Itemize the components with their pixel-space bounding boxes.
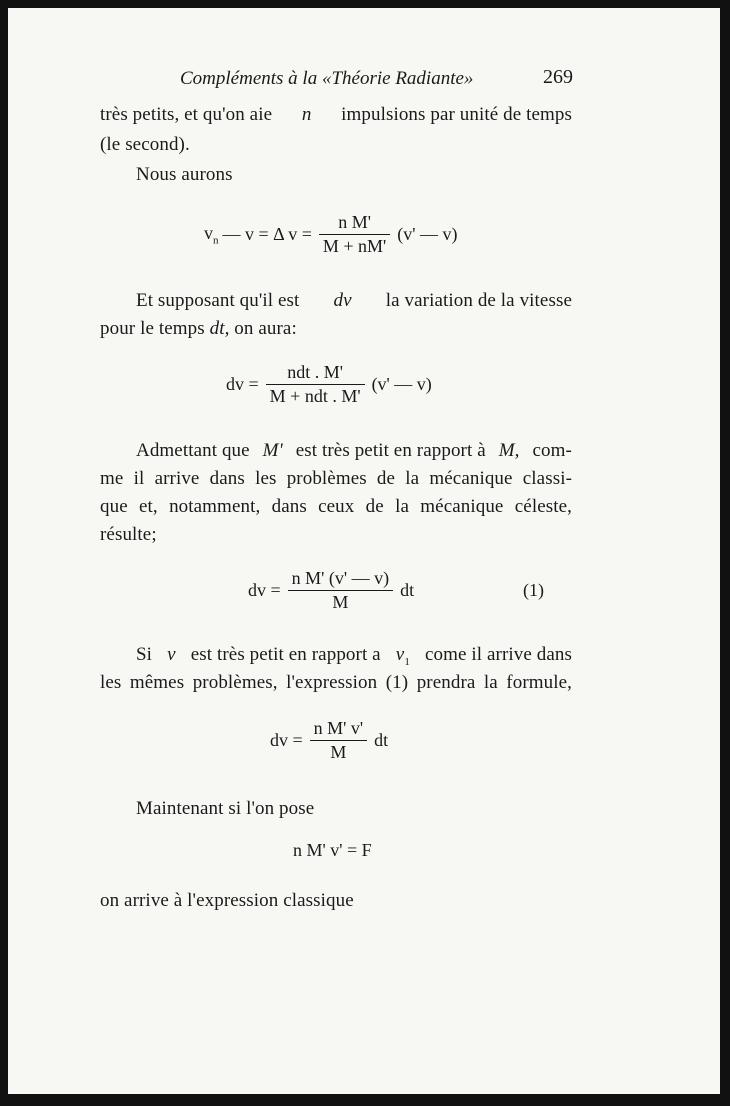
text-line: Maintenant si l'on pose xyxy=(136,798,315,819)
equation-label: (1) xyxy=(523,580,544,600)
equation-1: $v_n$ — v = Δ v = $\frac{\text{n M'}}{M + nM'}$ (v' — v) xyxy=(204,212,458,256)
text-line: Si v est très petit en rapport a $v_1$ come il arrive dans xyxy=(136,644,572,668)
equation-3: dv = $\frac{\text{n M' (v' — v)}}{M}$ dt xyxy=(248,568,415,612)
page-number: 269 xyxy=(543,66,573,88)
text-line: très petits, et qu'on aie n impulsions par unité de temps xyxy=(100,104,572,125)
text-line: les mêmes problèmes, l'expression (1) prendra la formule, xyxy=(100,672,572,693)
running-title: Compléments à la «Théorie Radiante» xyxy=(180,68,474,89)
text-line: me il arrive dans les problèmes de la mécanique classi- xyxy=(100,468,572,489)
text-line: (le second). xyxy=(100,134,190,155)
text-line: Et supposant qu'il est dv la variation de la vitesse xyxy=(136,290,572,311)
text-line: Nous aurons xyxy=(136,164,233,185)
book-page xyxy=(8,8,720,1094)
equation-4: dv = $\frac{\text{n M' v'}}{M}$ dt xyxy=(270,718,389,762)
equation-5: n M' v' = F xyxy=(293,840,372,860)
text-line: Admettant que M' est très petit en rapport à M, com- xyxy=(136,440,572,461)
text-line: on arrive à l'expression classique xyxy=(100,890,354,911)
text-line: pour le temps dt, on aura: xyxy=(100,318,297,339)
text-line: que et, notamment, dans ceux de la mécanique céleste, xyxy=(100,496,572,517)
equation-2: dv = $\frac{\text{ndt . M'}}{\text{M + ndt . M'}}$ (v' — v) xyxy=(226,362,432,406)
text-line: résulte; xyxy=(100,524,157,545)
